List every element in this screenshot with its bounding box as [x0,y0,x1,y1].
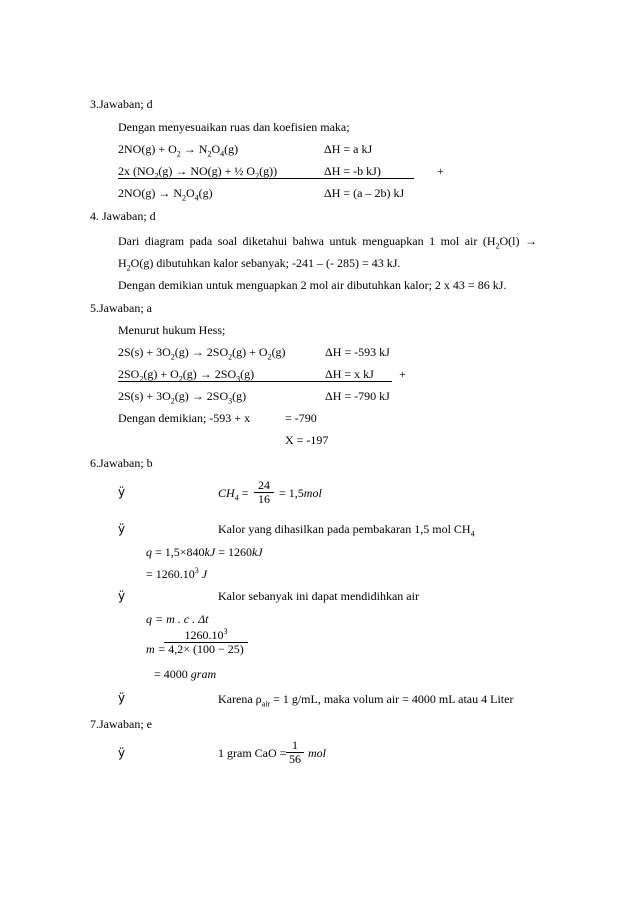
q6-formula-ch4: $CH_4$ = [218,486,249,503]
q6-m-lhs: m = [146,642,166,656]
q5-calc-left: Dengan demikian; -593 + x [118,411,251,425]
q6-formula-result: = 1,5mol [279,486,322,500]
q6-q-line-1: q = 1,5×840kJ = 1260kJ [146,545,263,559]
bullet: ÿ [118,485,126,499]
q3-sum-line [118,178,414,179]
q7-lhs: 1 gram CaO = [218,746,287,760]
q6-m-result: = 4000 gram [154,667,217,681]
q5-calc-x: X = -197 [285,433,329,447]
q6-text-3: Karena $\rho_{air} = 1$ g/mL, maka volum air = 4000 mL atau 4 Liter [218,692,514,709]
q3-reaction-1: $2NO(g) + O_2 \to N_2O_4(g)$ [118,142,239,159]
q6-text-2: Kalor sebanyak ini dapat mendidihkan air [218,589,419,603]
q5-reaction-3: $2S(s) + 3O_2(g) \to 2SO_3(g)$ [118,389,247,406]
q5-dh-2: ΔH = x kJ [325,367,374,381]
q6-qmc: q = m . c . Δt [146,612,209,626]
q5-sum-line [118,381,392,382]
q3-reaction-3: $2NO(g) \to N_2O_4(g)$ [118,186,213,203]
bullet: ÿ [118,589,126,603]
q6-m-fraction: 1260.10$^3$ 4,2× (100 − 25) [164,629,248,656]
bullet: ÿ [118,691,126,705]
q6-header: 6.Jawaban; b [90,456,153,470]
q4-line-3: Dengan demikian untuk menguapkan 2 mol air dibutuhkan kalor; 2 x 43 = 86 kJ. [118,278,507,292]
q7-unit: mol [308,746,326,760]
q5-calc-right: = -790 [285,411,317,425]
q4-line-2: $H_2O(g)$ dibutuhkan kalor sebanyak; -241 – (- 285) = 43 kJ. [118,256,401,273]
q3-reaction-2: 2x ($NO_2(g) \to NO(g)$ + ½ $O_2(g)$) [118,164,278,181]
q6-fraction-24-16: 24 16 [254,479,274,506]
q3-plus: + [437,164,444,178]
q7-header: 7.Jawaban; e [90,717,152,731]
q4-header: 4. Jawaban; d [90,209,156,223]
bullet: ÿ [118,522,126,536]
q5-dh-3: ΔH = -790 kJ [325,389,390,403]
q5-dh-1: ΔH = -593 kJ [325,345,390,359]
q6-text-1: Kalor yang dihasilkan pada pembakaran 1,5 mol $CH_4$ [218,522,475,539]
q3-dh-1: ΔH = a kJ [324,142,373,156]
q5-reaction-1: $2S(s) + 3O_2(g) \to 2SO_2(g) + O_2(g)$ [118,345,286,362]
q3-intro: Dengan menyesuaikan ruas dan koefisien maka; [118,120,350,134]
bullet: ÿ [118,746,126,760]
q3-dh-3: ΔH = (a – 2b) kJ [324,186,405,200]
q4-line-1: Dari diagram pada soal diketahui bahwa untuk menguapkan 1 mol air ($H_2O(l)$ → [118,234,537,251]
q5-reaction-2: $2SO_2(g) + O_2(g) \to 2SO_3(g)$ [118,367,255,384]
q5-header: 5.Jawaban; a [90,301,152,315]
q3-header: 3.Jawaban; d [90,97,153,111]
q6-q-line-2: = $1260.10^3$ J [146,566,208,581]
q5-plus: + [399,367,406,381]
q3-dh-2: ΔH = -b kJ) [324,164,381,178]
q7-fraction: 1 56 [286,739,304,766]
q5-intro: Menurut hukum Hess; [118,323,226,337]
